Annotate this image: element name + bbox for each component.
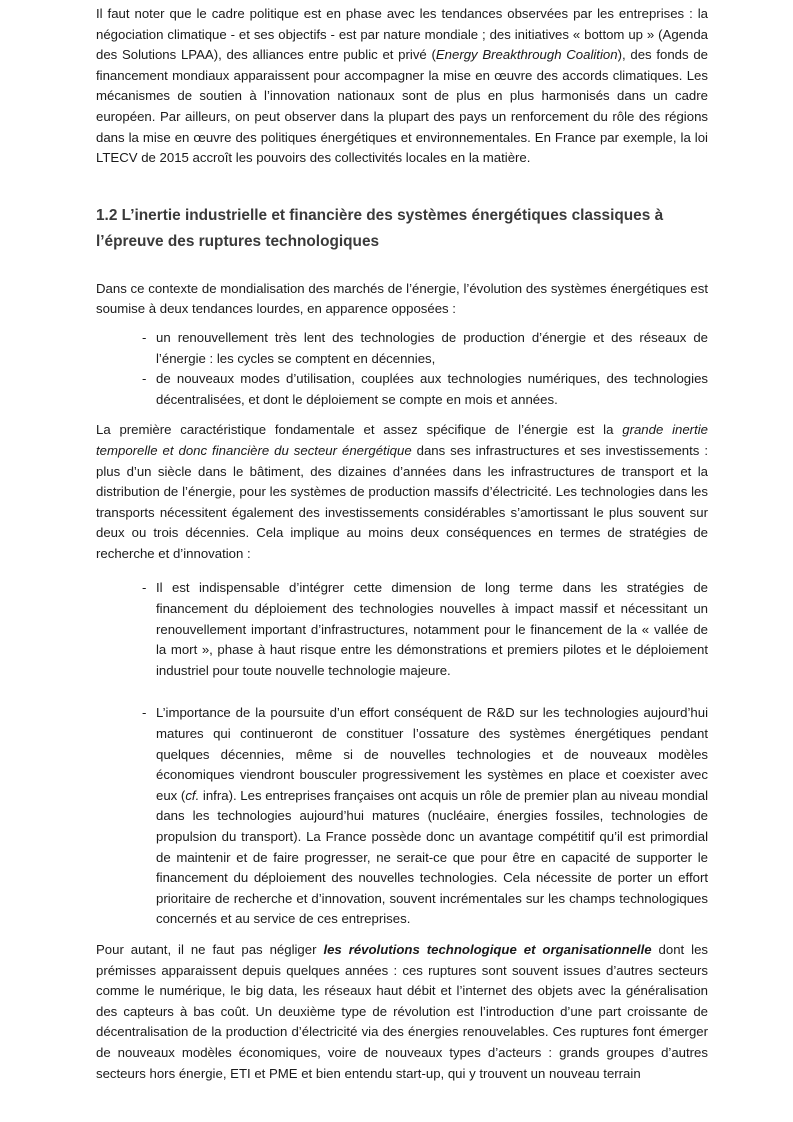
list-item-text: infra). Les entreprises françaises ont acquis un rôle de premier plan au niveau mondial dans les technologies aujourd’hui matures (nucléaire, énergies fossiles, technologies de propulsion du transport). La France possède donc un avantage compétitif qu’il est primordial de maintenir et de faire progresser, ne serait-ce que pour être en capacité de supporter le financement du déploiement des nouvelles technologies. Cela nécessite de porter un effort prioritaire de recherche et d’innovation, souvent incrémentales sur les champs technologiques concernés et au service de ces entreprises. <box>156 787 708 927</box>
text-run: Il faut noter que le cadre politique est en phase avec les tendances observées par les entreprises : la négociation climatique - et ses objectifs - est par nature mondiale ; des initiatives « bottom up » (Agenda des Solutions LPAA), des alliances entre public et privé ( <box>96 6 708 63</box>
dash-bullet: - <box>142 329 147 345</box>
text-run: dont les prémisses apparaissent depuis quelques années : ces ruptures sont souvent issues d’autres secteurs comme le numérique, le big data, les réseaux haut débit et l’internet des objets avec la généralisation des capteurs à bas coût. Un deuxième type de révolution est l’introduction d’une part croissante de décentralisation de la production d’électricité via des énergies renouvelables. Ces ruptures font émerger de nouveaux modèles économiques, voire de nouveaux types d’acteurs : grands groupes d’autres secteurs hors énergie, ETI et PME et bien entendu start-up, qui y trouvent un nouveau terrain <box>96 941 709 1081</box>
document-page <box>96 4 708 1084</box>
paragraph-policy-framework <box>96 4 708 169</box>
list-item <box>96 328 708 369</box>
paragraph-context: Dans ce contexte de mondialisation des marchés de l’énergie, l’évolution des systèmes énergétiques est soumise à deux tendances lourdes, en apparence opposées : <box>96 280 708 317</box>
list-item <box>96 578 708 681</box>
section-heading: 1.2 L’inertie industrielle et financière des systèmes énergétiques classiques à l’épreuve des ruptures technologiques <box>96 206 664 250</box>
list-item-text: L’importance de la poursuite d’un effort conséquent de R&D sur les technologies aujourd’hui matures qui continueront de constituer l’ossature des systèmes énergétiques pendant quelques décennies, même si de nouvelles technologies et de nouveaux modèles économiques viendront bousculer progressivement les systèmes en place et coexister avec eux ( <box>156 705 708 803</box>
trends-list <box>96 328 708 410</box>
list-item <box>96 369 708 410</box>
paragraph-revolutions <box>96 940 708 1084</box>
italic-run: Energy Breakthrough Coalition <box>435 47 618 63</box>
bold-italic-run: les révolutions technologique et organisationnelle <box>323 941 652 957</box>
italic-run: cf. <box>185 787 200 803</box>
text-run: dans ses infrastructures et ses investissements : plus d’un siècle dans le bâtiment, des dizaines d’années dans les infrastructures de transport et la distribution de l’énergie, pour les systèmes de production massifs d’électricité. Les technologies dans les transports nécessitent également des investissements considérables s’amortissant le plus souvent sur deux ou trois décennies. Cela implique au moins deux conséquences en termes de stratégies de recherche et d’innovation : <box>96 442 709 561</box>
dash-bullet: - <box>142 705 147 721</box>
list-item-text: un renouvellement très lent des technologies de production d’énergie et des réseaux de l’énergie : les cycles se comptent en décennies, <box>156 329 708 366</box>
consequences-list <box>96 578 708 930</box>
italic-run: grande inertie temporelle et donc financière du secteur énergétique <box>96 422 709 458</box>
paragraph-inertia <box>96 420 708 564</box>
dash-bullet: - <box>142 580 147 596</box>
text-run: La première caractéristique fondamentale et assez spécifique de l’énergie est la <box>96 422 623 438</box>
list-item <box>96 703 708 930</box>
dash-bullet: - <box>142 371 147 387</box>
list-item-text: de nouveaux modes d’utilisation, couplées aux technologies numériques, des technologies décentralisées, et dont le déploiement se compte en mois et années. <box>156 371 708 407</box>
list-item-text: Il est indispensable d’intégrer cette dimension de long terme dans les stratégies de financement du déploiement des technologies nouvelles à impact massif et nécessitant un renouvellement important d’infrastructures, notamment pour le financement de la « vallée de la mort », phase à haut risque entre les démonstrations et premiers pilotes et le déploiement industriel pour toute nouvelle technologie majeure. <box>156 580 708 678</box>
text-run: ), des fonds de financement mondiaux apparaissent pour accompagner la mise en œuvre des accords climatiques. Les mécanismes de soutien à l’innovation nationaux sont de plus en plus harmonisés dans un cadre européen. Par ailleurs, on peut observer dans la plupart des pays un renforcement du rôle des régions dans la mise en œuvre des politiques énergétiques et environnementales. En France par exemple, la loi LTECV de 2015 accroît les pouvoirs des collectivités locales en la matière. <box>96 47 708 166</box>
text-run: Pour autant, il ne faut pas négliger <box>96 941 324 957</box>
